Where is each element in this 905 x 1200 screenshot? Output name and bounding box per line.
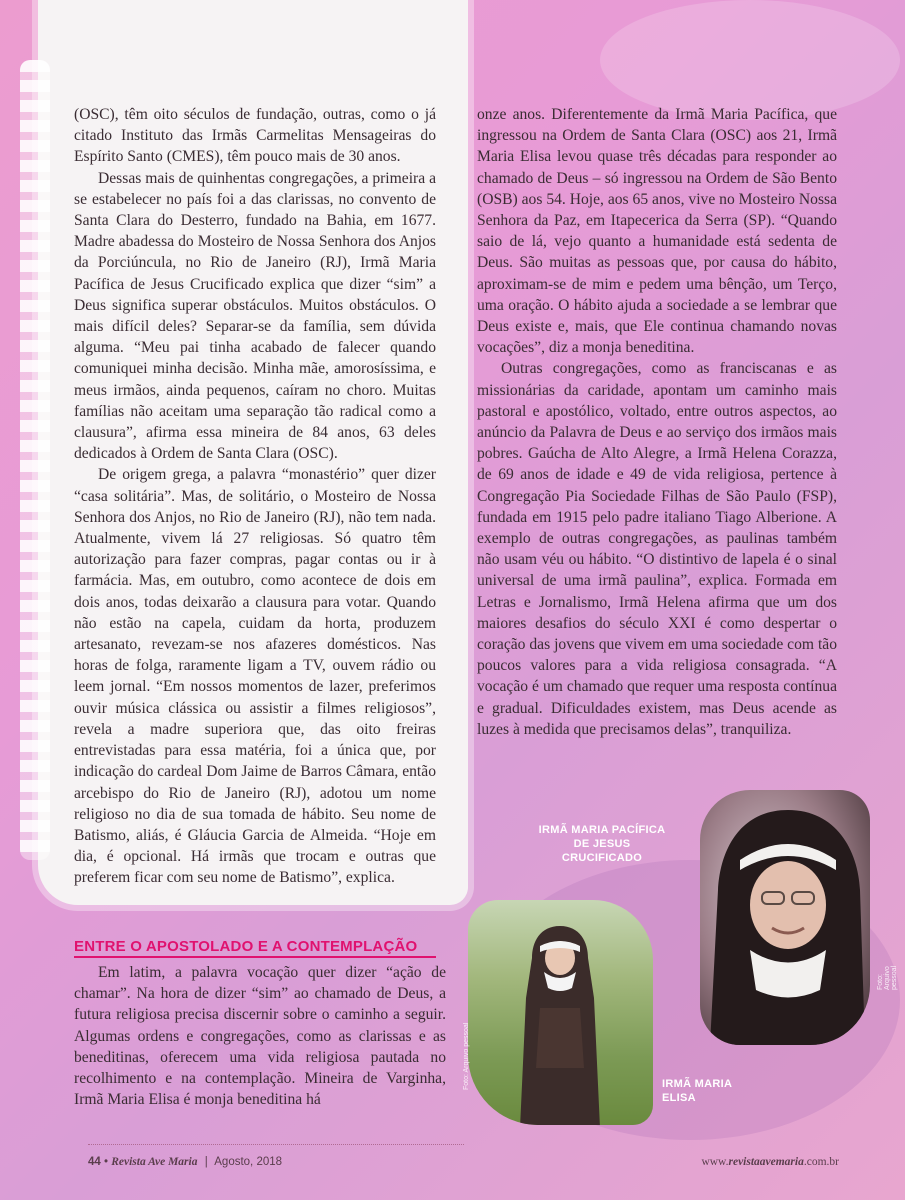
paragraph: De origem grega, a palavra “monastério” quer dizer “casa solitária”. Mas, de solitário, o Mosteiro de Nossa Senhora dos Anjos, no Rio de Janeiro (RJ), não tem nada. Atualmente, vivem lá 27 religiosas. Só quatro têm autorização para fazer compras, pagar contas ou ir à farmácia. Mas, em outubro, como acontece de dois em dois anos, todas deixarão a clausura para votar. Quando não estão na capela, cuidam da horta, produzem artesanato, revezam-se nos afazeres domésticos. Nas horas de folga, raramente ligam a TV, ouvem rádio ou leem jornal. “Em nossos momentos de lazer, preferimos ouvir música clássica ou assistir a filmes religiosos”, revela a madre superiora que, das oito freiras entrevistadas para essa matéria, foi a única que, por indicação do cardeal Dom Jaime de Barros Câmara, então arcebispo do Rio de Janeiro (RJ), adotou um nome religioso no dia de sua tomada de hábito. Seu nome de Batismo, aliás, é Gláucia Garcia de Almeida. “Hoje em dia, é opcional. Há irmãs que trocam e outras que preferem ficar com seu nome de Batismo”, explica. (74, 466, 436, 887)
footer-divider (88, 1144, 464, 1145)
paragraph: (OSC), têm oito séculos de fundação, outras, como o já citado Instituto das Irmãs Carmelitas Mensageiras do Espírito Santo (CMES), têm pouco mais de 30 anos. (74, 106, 436, 166)
issue-date: Agosto, 2018 (214, 1156, 283, 1168)
nun-portrait-illustration (710, 810, 865, 1045)
article-section-body (74, 962, 446, 1110)
website-suffix: .com.br (803, 1156, 839, 1168)
article-column-right (477, 104, 837, 740)
photo-caption-pacifica: IRMÃ MARIA PACÍFICA DE JESUS CRUCIFICADO (538, 824, 666, 864)
website-brand: revistaavemaria (728, 1156, 804, 1168)
paragraph: Dessas mais de quinhentas congregações, a primeira a se estabelecer no país foi a das clarissas, no convento de Santa Clara do Desterro, fundado na Bahia, em 1677. Madre abadessa do Mosteiro de Nossa Senhora dos Anjos da Porciúncula, no Rio de Janeiro (RJ), Irmã Maria Pacífica de Jesus Crucificado explica que dizer “sim” a Deus significa superar obstáculos. Muitos obstáculos. O mais difícil deles? Separar-se da família, sem dúvida alguma. “Meu pai tinha acabado de falecer quando comuniquei minha decisão. Minha mãe, amorosíssima, e meus irmãos, ainda pequenos, caíram no choro. Muitas famílias não aceitam uma separação tão radical como a clausura”, afirma essa mineira de 84 anos, 63 deles dedicados à Ordem de Santa Clara (OSC). (74, 169, 436, 463)
paragraph: Outras congregações, como as franciscanas e as missionárias da caridade, apontam um caminho mais pastoral e apostólico, voltado, entre outros aspectos, ao anúncio da Palavra de Deus e ao serviço dos irmãos mais pobres. Gaúcha de Alto Alegre, a Irmã Helena Corazza, de 69 anos de idade e 49 de vida religiosa, pertence à Congregação Pia Sociedade Filhas de São Paulo (FSP), fundada em 1915 pelo padre italiano Tiago Alberione. A exemplo de outras congregações, as paulinas também não usam véu ou hábito. “O distintivo de lapela é o sinal universal de uma irmã paulina”, explica. Formada em Letras e Jornalismo, Irmã Helena afirma que um dos maiores desafios do século XXI é como despertar o coração das jovens que vivem em uma sociedade com tão poucos valores para a vida religiosa consagrada. “A vocação é um chamado que requer uma resposta contínua e gradual. Dificuldades existem, mas Deus acende as luzes à medida que precisamos delas”, tranquiliza. (477, 360, 837, 738)
footer-page-info (88, 1156, 282, 1168)
photo-credit: Foto: Arquivo pessoal (877, 965, 898, 990)
footer-bullet: • (104, 1156, 109, 1168)
paragraph: Em latim, a palavra vocação quer dizer “ação de chamar”. Na hora de dizer “sim” ao chamado de Deus, a futura religiosa precisa discernir sobre o caminho a seguir. Algumas ordens e congregações, como as clarissas e as beneditinas, oferecem uma vida religiosa pautada no recolhimento e na contemplação. Mineira de Varginha, Irmã Maria Elisa é monja beneditina há (74, 964, 446, 1109)
website-prefix: www. (701, 1156, 729, 1168)
page-number: 44 (88, 1156, 101, 1168)
background-splash (600, 0, 900, 120)
photo-caption-elisa: IRMÃ MARIA ELISA (662, 1078, 732, 1104)
photo-credit: Foto: Arquivo pessoal (463, 1022, 470, 1090)
photo-irma-maria-pacifica (700, 790, 870, 1045)
nun-figure-illustration (510, 918, 610, 1125)
footer-separator: | (204, 1156, 208, 1168)
article-column-left (74, 104, 436, 889)
footer-website[interactable] (701, 1156, 839, 1168)
section-heading: ENTRE O APOSTOLADO E A CONTEMPLAÇÃO (74, 938, 436, 958)
paragraph: onze anos. Diferentemente da Irmã Maria Pacífica, que ingressou na Ordem de Santa Clara (OSC) aos 21, Irmã Maria Elisa levou quase três décadas para responder ao chamado de Deus – só ingressou na Ordem de São Bento (OSB) aos 54. Hoje, aos 65 anos, vive no Mosteiro Nossa Senhora da Paz, em Itapecerica da Serra (SP). “Quando saio de lá, vejo quanto a humanidade está sedenta de Deus. São muitas as pessoas que, por causa do hábito, aproximam-se de mim e pedem uma bênção, um Terço, uma oração. O hábito ajuda a sociedade a se lembrar que Deus existe e, mais, que Ele continua chamando novas vocações”, diz a monja beneditina. (477, 106, 837, 357)
photo-irma-maria-elisa (468, 900, 653, 1125)
magazine-name: Revista Ave Maria (111, 1156, 198, 1168)
